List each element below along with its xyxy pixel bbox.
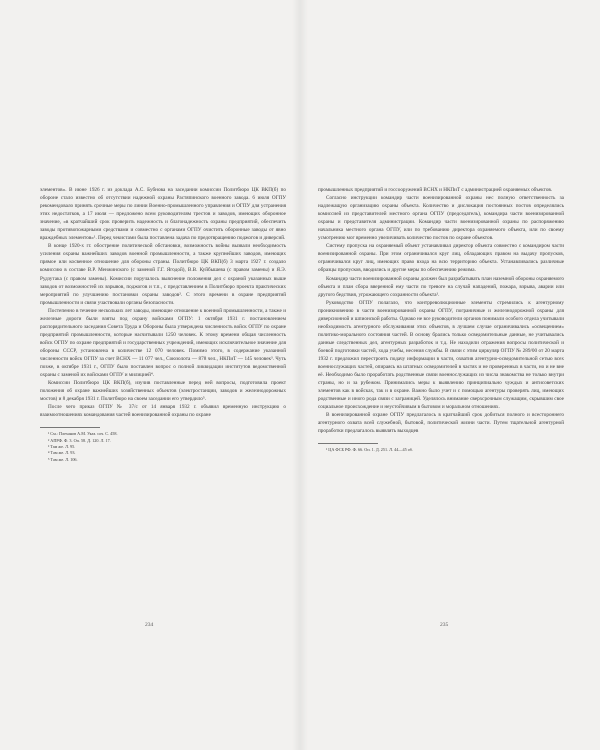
left-paragraph-2: В конце 1920-х гг. обострение политической обстановки, возможность войны вызвали необходимость усиления охраны важнейших заводов военной промышленности, а также крупнейших заводов, имеющих прямое или косвенное отношение для обороны страны. Политбюро ЦК ВКП(б) 3 марта 1927 г. создало комиссию в составе В.Р. Менжинского (с заменой Г.Г. Ягодой), В.В. Куйбышева (с правом замены) и Я.Э. Рудзутака (с правом замены). Комиссии поручалось выяснение положения дел с охраной указанных выше заводов от возможностей их взрывов, поджогов и т.п., с представлением в Политбюро проекта практических мероприятий по улучшению постановки охраны заводов². С этого времени в охране предприятий промышленности и связи участвовали органы безопасности. [40,243,286,306]
left-paragraph-5: После чего приказ ОГПУ № 37/с от 14 января 1932 г. объявил временную инструкцию о взаимоотношениях командования частей военизированной охраны по охране [40,404,286,419]
right-paragraph-6: В военизированной охране ОГПУ предлагалось в кратчайший срок добиться полного и всестороннего агентурного охвата всей служебной, бытовой, политической жизни части. Путем тщательной агентурной проработки предлагалось выявлять выходцев [318,412,564,435]
left-footnote-5: ⁵ Там же. Л. 106. [48,456,78,462]
right-page-number: 235 [440,622,449,628]
left-footnote-2: ² АПРФ. Ф. 3. Оп. 58. Д. 120. Л. 17. [48,437,111,443]
left-footnote-4: ⁴ Там же. Л. 93. [48,450,76,456]
footnote-divider [318,443,378,444]
right-paragraph-5: Руководство ОГПУ полагало, что контрреволюционные элементы стремились к агентурному проникновению в части военизированной охраны ОГПУ, пограничные и железнодорожной охраны для диверсионной и шпионской работы. Однако не все руководители органов понимали особого отдела учитывали необходимость агентурного обслуживания этих объектов, в лучшем случае ограничивались «освещением» политико-морального состояния частей. В основу брались только осведомительные данные, не учитывались данные следственных дел, агентурных разработок и т.д. Не находили отражения вопросы политической и боевой подготовки частей, хода учебы, несения службы. В связи с этим циркуляр ОГПУ № 289/00 от 20 марта 1932 г. предложил перестроить подачу информации в части, охватив агентурно-осведомительной сетью всех военнослужащих частей, опираясь на штатных осведомителей в частях и не проверенных в части, но и не вне её. Необходимо было проработать родственные связи военнослужащих из числа знакомства не только внутри страны, но и за рубежом. Принимались меры к выявлению принципиально чуждых и антисоветских элементов как в войсках, так и в охране. Важно было учет и с помощью агентуры проверять лиц, имеющих родственные и иного рода связи с заграницей. Уделялось внимание сверхсрочным служащим, скрывшим свое социальное происхождение и неустойчивым в бытовом и моральном отношениях. [318,299,564,411]
right-page [300,0,600,750]
footnote-divider [40,427,100,428]
left-paragraph-3: Постепенно в течение нескольких лет заводы, имеющие отношение к военной промышленности, а также и железные дороги были взяты под охрану войсками ОГПУ: 1 октября 1931 г. постановлением распорядительного заседания Совета Труда и Обороны была утверждена численность войск ОГПУ по охране предприятий промышленности, которые насчитывали 1250 человек. К этому времени общая численность войск ОГПУ по охране предприятий и государственных учреждений, имеющих исключительное значение для обороны СССР, установлена в количестве 12 070 человек. Помимо этого, в содержание указанной численности войск ОГПУ за счет ВСНХ — 11 077 чел., Союзолота — 878 чел., НКПиТ — 145 человек³. Чуть позже, в октябре 1931 г., ОГПУ было поставлен вопрос о полной ликвидации институтов ведомственной охраны с заменой их войсками ОГПУ и милицией⁴. [40,307,286,379]
left-paragraph-4: Комиссии Политбюро ЦК ВКП(б), изучив поставленные перед ней вопросы, подготовила проект положения об охране важнейших хозяйственных объектов (электростанции, заводов и железнодорожных мостов) и 8 декабря 1931 г. Политбюро на своем заседании его утвердило⁵. [40,380,286,403]
left-footnote-3: ³ Там же. Л. 95. [48,443,76,449]
right-paragraph-3: Систему пропуска на охраняемый объект устанавливал директор объекта совместно с командиром части военизированной охраны. При этом ограничивался круг лиц, обладающих правом на выдачу пропусков, ограничивался круг лиц, имеющих право входа на всю территорию объекта. Устанавливались различные образцы пропусков, вводились и другие меры по обеспечению режима. [318,243,564,274]
left-paragraph-1: элементов». В июне 1926 г. из доклада А.С. Бубнова на заседании комиссии Политбюро ЦК ВКП(б) по обороне стало известно об отсутствии надежной охраны Растяпинского военного завода. 6 июля ОГПУ рекомендовало принять срочные меры по линии Военно-промышленного управления и ОГПУ для устранения этих недостатков, а 17 июля — предложено всем руководителям трестов и заводов, имеющих оборонное значение, «в кратчайший срок проверить надежность и благонадежность охраны предприятий, обеспечить заводы противопожарными средствами и совместно с органами ОГПУ очистить оборонные заводы от явно враждебных элементов»¹. Перед чекистами была поставлена задача по предотвращению поджогов и диверсий. [40,187,286,242]
left-footnote-1: ¹ См.: Плеханов А.М. Указ. соч. С. 458. [48,431,118,437]
right-paragraph-4: Командир части военизированной охраны должен был разрабатывать план наземной обороны охраняемого объекта и план сбора вверенной ему части по тревоге на случай нападений, пожара, взрыва, аварии или другого бедствия, угрожающего сохранности объекта¹. [318,275,564,298]
right-paragraph-1: промышленных предприятий и госсооружений ВСНХ и НКПиТ с администрацией охраняемых объектов. [318,187,553,193]
right-footnote-1: ¹ ЦА ФСБ РФ. Ф. 66. Оп. 1. Д. 251. Л. 44—45 об. [326,447,413,453]
right-paragraph-2: Согласно инструкции командир части военизированной охраны нес полную ответственность за надлежащую организацию охраны объекта. Количество и дислокация постоянных постов определялись комиссией из представителей местного органа ОГПУ (председатель), командира части военизированной охраны и представителя администрации. Командир части военизированной охраны по распоряжению начальника местного органа ОГПУ, или по требованию директора охраняемого объекта, или по своему усмотрению мог временно увеличивать количество постов по охране объектов. [318,195,564,242]
left-page-number: 234 [145,622,154,628]
